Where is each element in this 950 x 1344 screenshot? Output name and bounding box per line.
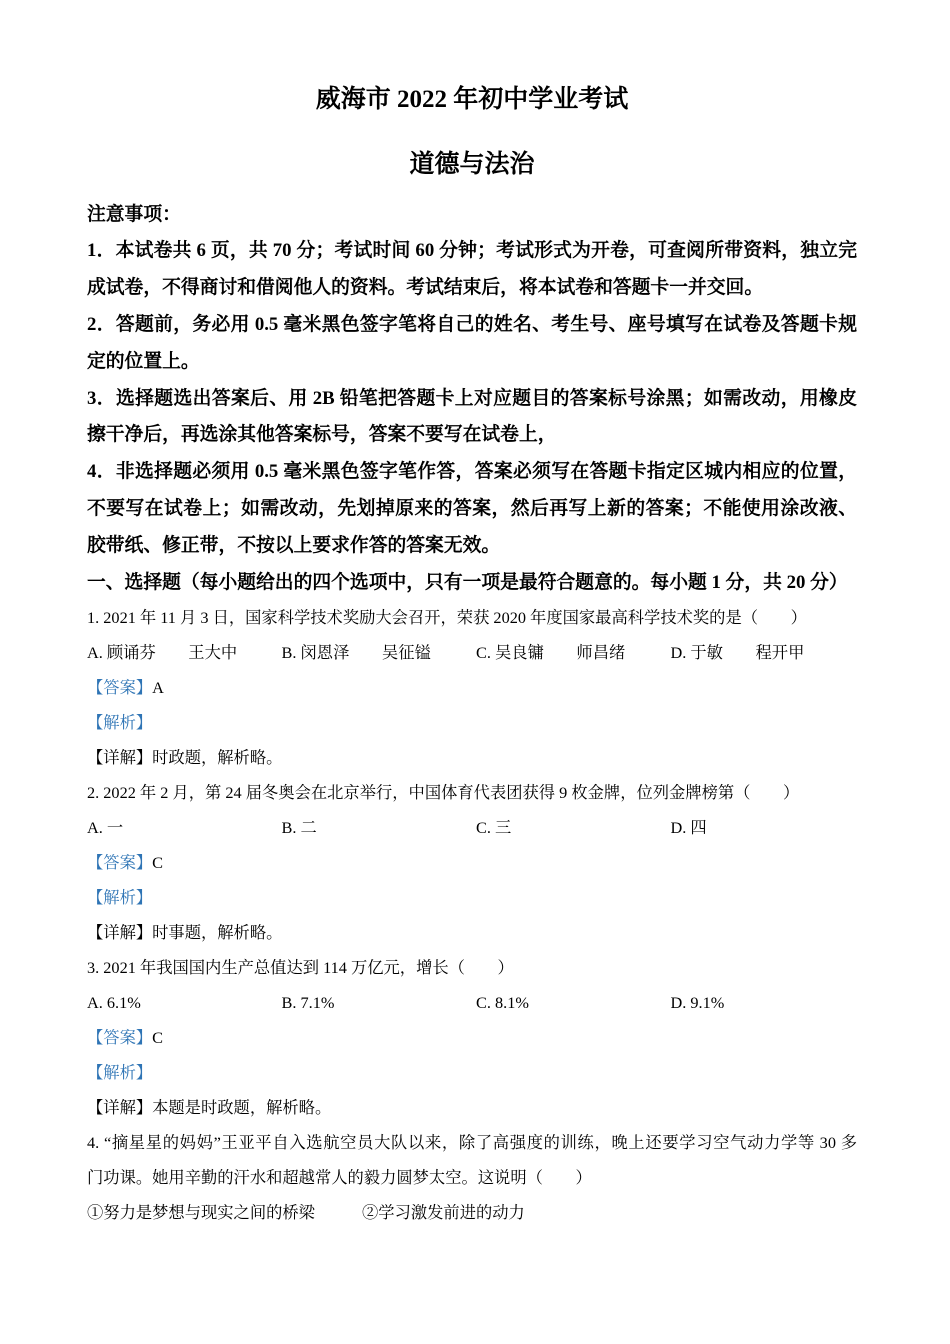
notice-line: 3．选择题选出答案后、用 2B 铅笔把答题卡上对应题目的答案标号涂黑；如需改动，用橡皮 <box>87 387 857 409</box>
option-d: D. 于敏 程开甲 <box>670 642 805 662</box>
statements-row <box>87 1195 857 1230</box>
notice-line: 胶带纸、修正带，不按以上要求作答的答案无效。 <box>87 534 501 556</box>
notice-item-2 <box>87 307 857 381</box>
answer-value: C <box>152 1027 164 1047</box>
answer-label: 【答案】 <box>87 677 153 697</box>
detail-label: 【详解】 <box>87 922 153 942</box>
option-c: C. 吴良镛 师昌绪 <box>476 642 626 662</box>
question-text-line: 1. 2021 年 11 月 3 日，国家科学技术奖励大会召开，荣获 2020 年度国家最高科学技术奖的是（ ） <box>87 607 807 627</box>
answer-line <box>87 670 857 705</box>
option-b: B. 二 <box>281 817 317 837</box>
notice-line: 不要写在试卷上；如需改动，先划掉原来的答案，然后再写上新的答案；不能使用涂改液、 <box>87 497 857 519</box>
answer-line <box>87 845 857 880</box>
detail-label: 【详解】 <box>87 747 153 767</box>
question-4 <box>87 1125 857 1230</box>
notice-line: 4．非选择题必须用 0.5 毫米黑色签字笔作答，答案必须写在答题卡指定区城内相应的位置， <box>87 461 857 483</box>
answer-label: 【答案】 <box>87 1027 153 1047</box>
option-c: C. 8.1% <box>476 992 529 1012</box>
analysis-label: 【解析】 <box>87 887 153 907</box>
question-list <box>87 600 857 1230</box>
statement-2: ②学习激发前进的动力 <box>362 1202 525 1222</box>
detail-line <box>87 740 857 775</box>
notice-heading: 注意事项： <box>87 203 181 225</box>
options-row <box>87 635 857 670</box>
document-body <box>87 85 857 1230</box>
question-text-line: 门功课。她用辛勤的汗水和超越常人的毅力圆梦太空。这说明（ ） <box>87 1167 592 1187</box>
exam-title: 威海市 2022 年初中学业考试 <box>315 86 629 113</box>
detail-label: 【详解】 <box>87 1097 153 1117</box>
question-1 <box>87 600 857 775</box>
analysis-line <box>87 705 857 740</box>
option-a: A. 一 <box>87 817 124 837</box>
subject-title: 道德与法治 <box>409 151 535 178</box>
notice-line: 擦干净后，再选涂其他答案标号，答案不要写在试卷上， <box>87 424 557 446</box>
option-b: B. 7.1% <box>281 992 335 1012</box>
option-d: D. 四 <box>670 817 707 837</box>
notice-item-1 <box>87 233 857 307</box>
detail-text: 时政题，解析略。 <box>152 747 283 767</box>
answer-value: C <box>152 852 164 872</box>
analysis-label: 【解析】 <box>87 1062 153 1082</box>
options-row <box>87 985 857 1020</box>
detail-text: 时事题，解析略。 <box>152 922 283 942</box>
notice-line: 1．本试卷共 6 页，共 70 分；考试时间 60 分钟；考试形式为开卷，可查阅所带资料，独立完 <box>87 240 857 262</box>
answer-label: 【答案】 <box>87 852 153 872</box>
option-d: D. 9.1% <box>670 992 725 1012</box>
question-text-line: 3. 2021 年我国国内生产总值达到 114 万亿元，增长（ ） <box>87 957 514 977</box>
question-text-line: 4. “摘星星的妈妈”王亚平自入选航空员大队以来，除了高强度的训练，晚上还要学习空气动力学等 30 多 <box>87 1132 857 1152</box>
analysis-line <box>87 880 857 915</box>
question-2 <box>87 775 857 950</box>
detail-text: 本题是时政题，解析略。 <box>152 1097 332 1117</box>
statement-1: ①努力是梦想与现实之间的桥梁 <box>87 1202 315 1222</box>
answer-line <box>87 1020 857 1055</box>
notice-line: 成试卷，不得商讨和借阅他人的资料。考试结束后，将本试卷和答题卡一并交回。 <box>87 277 764 299</box>
notice-item-4 <box>87 454 857 564</box>
option-a: A. 顾诵芬 王大中 <box>87 642 238 662</box>
detail-line <box>87 1090 857 1125</box>
options-row <box>87 810 857 845</box>
option-a: A. 6.1% <box>87 992 141 1012</box>
analysis-line <box>87 1055 857 1090</box>
question-text-line: 2. 2022 年 2 月，第 24 届冬奥会在北京举行，中国体育代表团获得 9 枚金牌，位列金牌榜第（ ） <box>87 782 800 802</box>
notice-line: 定的位置上。 <box>87 350 200 372</box>
answer-value: A <box>152 677 164 697</box>
option-c: C. 三 <box>476 817 512 837</box>
notice-line: 2．答题前，务必用 0.5 毫米黑色签字笔将自己的姓名、考生号、座号填写在试卷及答题卡规 <box>87 313 857 335</box>
detail-line <box>87 915 857 950</box>
notice-section <box>87 197 857 565</box>
option-b: B. 闵恩泽 吴征镒 <box>281 642 431 662</box>
notice-item-3 <box>87 381 857 455</box>
section-heading: 一、选择题（每小题给出的四个选项中，只有一项是最符合题意的。每小题 1 分，共 20 分） <box>87 571 848 593</box>
question-3 <box>87 950 857 1125</box>
analysis-label: 【解析】 <box>87 712 153 732</box>
